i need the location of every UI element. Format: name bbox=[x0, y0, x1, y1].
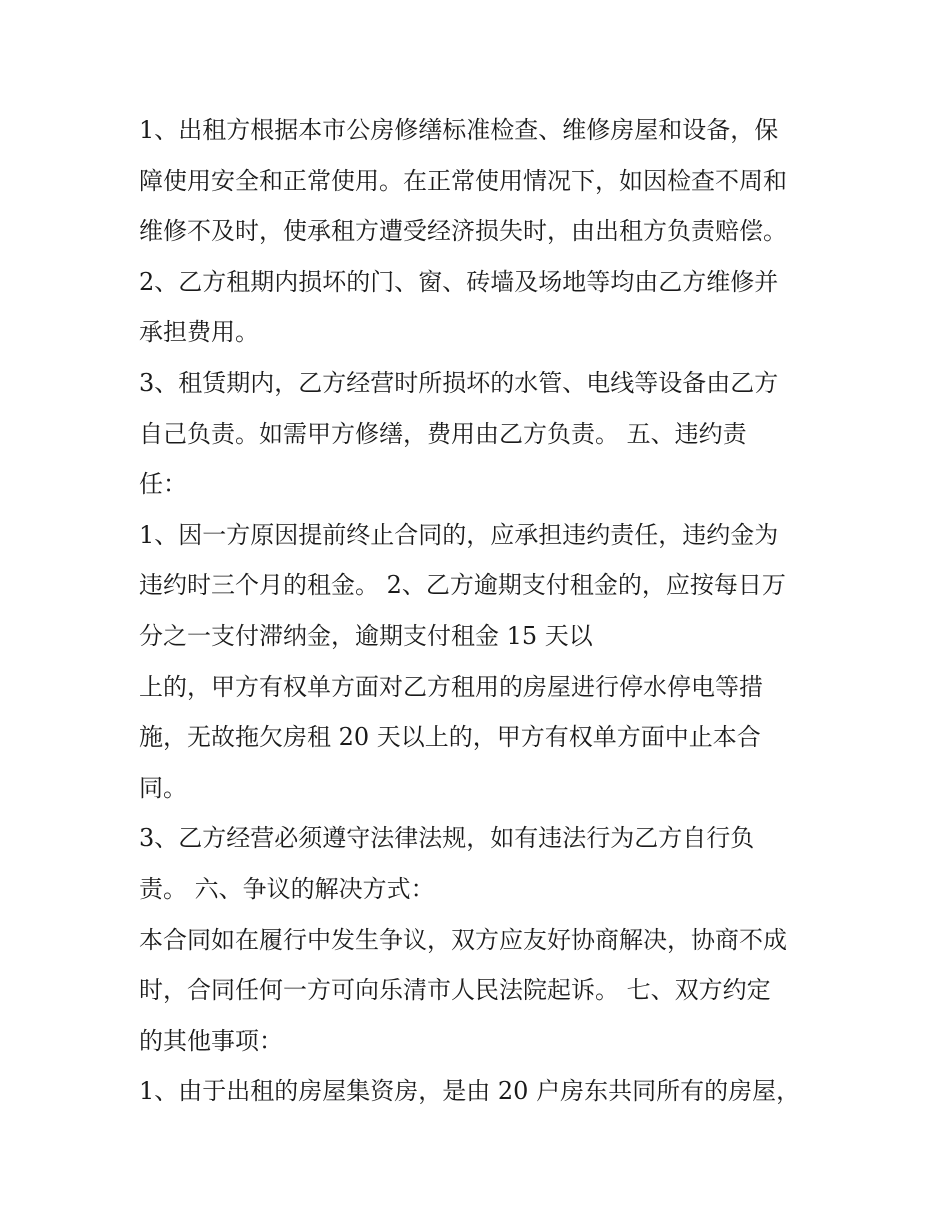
text-line: 违约时三个月的租金。 2、乙方逾期支付租金的，应按每日万 bbox=[139, 571, 786, 600]
text-line: 本合同如在履行中发生争议，双方应友好协商解决，协商不成 bbox=[139, 925, 787, 954]
text-line: 施，无故拖欠房租 20 天以上的，甲方有权单方面中止本合 bbox=[139, 723, 761, 752]
text-line: 的其他事项： bbox=[139, 1026, 283, 1055]
text-line: 2、乙方租期内损坏的门、窗、砖墙及场地等均由乙方维修并 bbox=[139, 267, 779, 296]
document-body bbox=[139, 110, 829, 1122]
text-line: 3、租赁期内，乙方经营时所损坏的水管、电线等设备由乙方 bbox=[139, 368, 779, 397]
text-line: 维修不及时，使承租方遭受经济损失时，由出租方负责赔偿。 bbox=[139, 217, 787, 246]
text-line: 1、因一方原因提前终止合同的，应承担违约责任，违约金为 bbox=[139, 520, 779, 549]
text-line: 自己负责。如需甲方修缮，费用由乙方负责。 五、违约责 bbox=[139, 419, 747, 448]
text-line: 3、乙方经营必须遵守法律法规，如有违法行为乙方自行负 bbox=[139, 824, 755, 853]
text-line: 分之一支付滞纳金，逾期支付租金 15 天以 bbox=[139, 621, 593, 650]
text-line: 上的，甲方有权单方面对乙方租用的房屋进行停水停电等措 bbox=[139, 672, 763, 701]
text-line: 障使用安全和正常使用。在正常使用情况下，如因检查不周和 bbox=[139, 166, 787, 195]
text-line: 同。 bbox=[139, 773, 187, 802]
text-line: 承担费用。 bbox=[139, 318, 259, 347]
text-line: 1、出租方根据本市公房修缮标准检查、维修房屋和设备，保 bbox=[139, 116, 779, 144]
text-line: 责。 六、争议的解决方式： bbox=[139, 874, 435, 903]
text-line: 时，合同任何一方可向乐清市人民法院起诉。 七、双方约定 bbox=[139, 976, 771, 1005]
text-line: 1、由于出租的房屋集资房，是由 20 户房东共同所有的房屋， bbox=[139, 1077, 801, 1106]
text-line: 任： bbox=[139, 470, 187, 499]
